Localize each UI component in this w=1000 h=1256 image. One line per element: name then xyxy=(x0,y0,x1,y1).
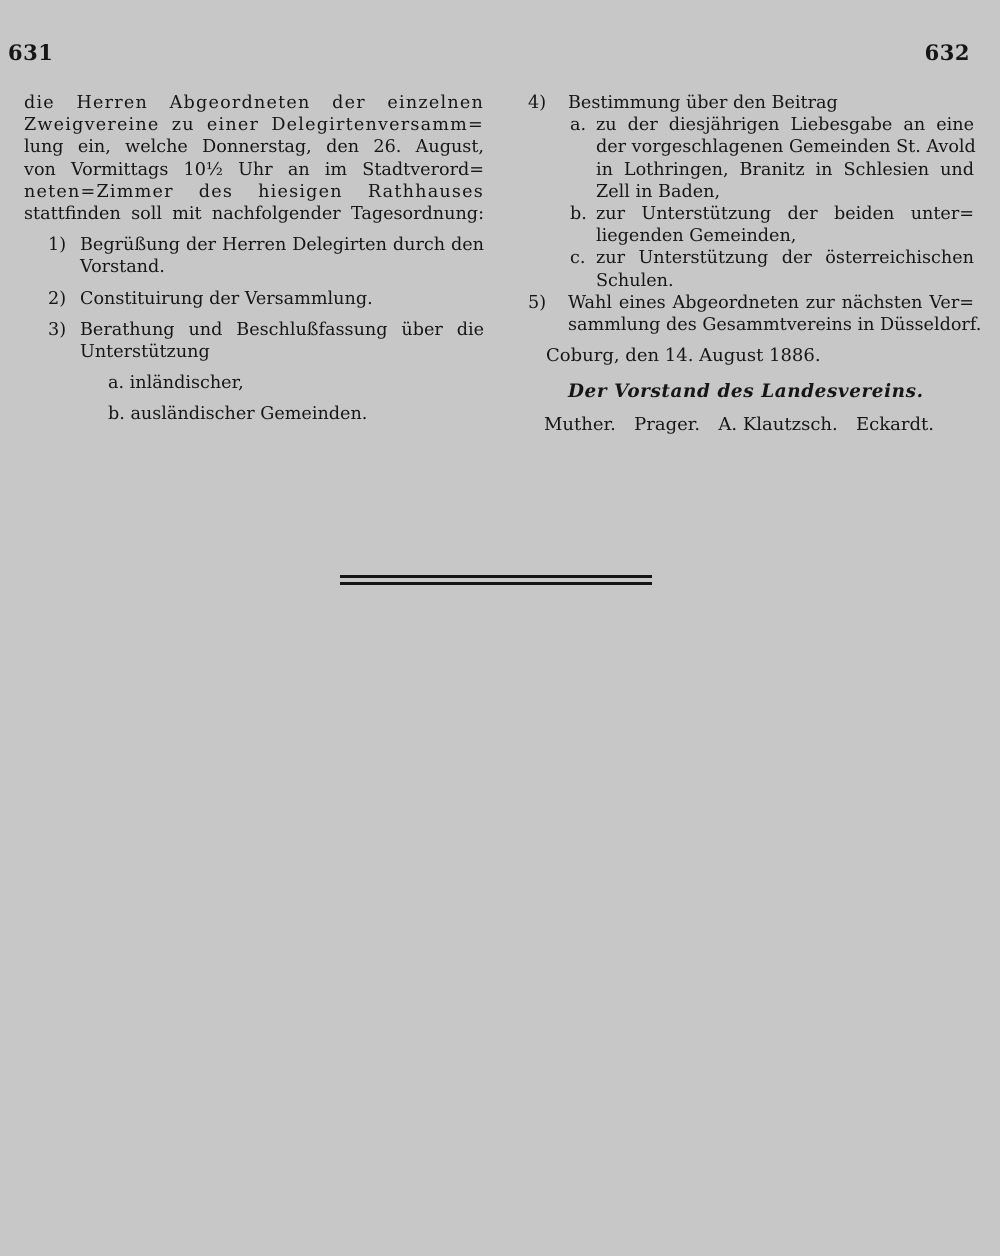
place-and-date: Coburg, den 14. August 1886. xyxy=(546,345,821,367)
agenda-item-text: Vorstand. xyxy=(80,257,165,278)
agenda-subitem-c xyxy=(528,247,974,291)
agenda-item-number: 4) xyxy=(528,93,547,113)
agenda-item-number: 5) xyxy=(528,292,547,313)
subitem-label: a. xyxy=(570,115,587,136)
left-column xyxy=(24,92,484,426)
page-number-right: 632 xyxy=(924,40,970,65)
signatory-name: Prager. xyxy=(634,413,701,435)
agenda-item-2 xyxy=(24,288,484,310)
agenda-item-text: sammlung des Gesammtvereins in Düsseldorf. xyxy=(568,315,982,336)
signatory-name: Eckardt. xyxy=(856,413,934,435)
signatories xyxy=(528,414,974,436)
intro-line: lung ein, welche Donnerstag, den 26. August, xyxy=(24,137,484,158)
subitem-text: zu der diesjährigen Liebesgabe an eine xyxy=(596,115,974,136)
signatory-name: Muther. xyxy=(544,413,616,435)
agenda-item-text: Constituirung der Versammlung. xyxy=(80,288,373,309)
agenda-subitem-b: b. ausländischer Gemeinden. xyxy=(108,404,368,425)
subitem-text: Schulen. xyxy=(596,270,674,291)
intro-line: neten=Zimmer des hiesigen Rathhauses xyxy=(24,181,484,202)
intro-line: von Vormittags 10½ Uhr an im Stadtverord= xyxy=(24,159,484,180)
agenda-item-text: Begrüßung der Herren Delegirten durch den xyxy=(80,235,484,256)
agenda-item-3 xyxy=(24,319,484,363)
agenda-item-text: Unterstützung xyxy=(80,342,210,363)
intro-line: Zweigvereine zu einer Delegirtenversamm= xyxy=(24,115,484,136)
agenda-item-1 xyxy=(24,234,484,278)
intro-line: stattfinden soll mit nachfolgender Tagesordnung: xyxy=(24,204,484,225)
intro-paragraph xyxy=(24,92,484,225)
agenda-item-5 xyxy=(528,292,982,336)
section-divider-rule xyxy=(340,582,652,585)
agenda-item-text: Berathung und Beschlußfassung über die xyxy=(80,319,484,340)
signatory-name: A. Klautzsch. xyxy=(718,413,838,435)
subitem-text: zur Unterstützung der österreichischen xyxy=(596,248,974,269)
agenda-subitem-a xyxy=(528,114,974,203)
subitem-text: der vorgeschlagenen Gemeinden St. Avold xyxy=(596,137,976,158)
right-column xyxy=(528,92,982,436)
subitem-text: liegenden Gemeinden, xyxy=(596,226,797,247)
page-number-left: 631 xyxy=(8,40,54,65)
subitem-text: zur Unterstützung der beiden unter= xyxy=(596,204,974,225)
agenda-item-number: 3) xyxy=(48,319,67,340)
agenda-item-4 xyxy=(528,92,974,114)
agenda-item-text: Wahl eines Abgeordneten zur nächsten Ver= xyxy=(568,292,974,313)
section-divider-rule xyxy=(340,575,652,578)
subitem-label: c. xyxy=(570,248,586,269)
subitem-text: in Lothringen, Branitz in Schlesien und xyxy=(596,159,974,180)
agenda-item-number: 1) xyxy=(48,235,67,256)
agenda-subitem-a: a. inländischer, xyxy=(108,373,244,394)
board-signature-heading: Der Vorstand des Landesvereins. xyxy=(568,381,924,403)
subitem-text: Zell in Baden, xyxy=(596,181,721,202)
intro-line: die Herren Abgeordneten der einzelnen xyxy=(24,93,484,113)
agenda-item-number: 2) xyxy=(48,288,67,309)
agenda-item-text: Bestimmung über den Beitrag xyxy=(568,93,838,113)
subitem-label: b. xyxy=(570,204,587,225)
agenda-subitem-b xyxy=(528,203,974,247)
